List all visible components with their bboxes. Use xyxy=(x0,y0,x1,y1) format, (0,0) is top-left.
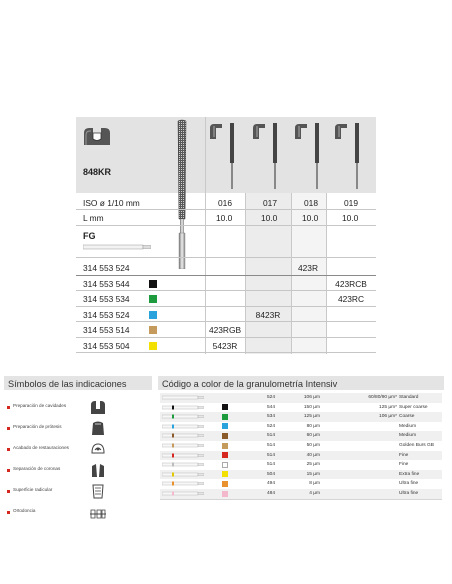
orthodontics-icon xyxy=(89,504,107,520)
grit-color-swatch xyxy=(222,452,228,458)
indication-label: Acabado de restauraciones xyxy=(13,445,69,450)
indication-label: Preparación de cavidades xyxy=(13,403,67,408)
grit-size: 60 µm xyxy=(306,433,320,439)
grit-bur-icon xyxy=(162,405,204,410)
grit-ref: 484 xyxy=(266,491,275,496)
indication-item xyxy=(7,464,152,482)
indication-item xyxy=(7,401,152,419)
grit-row xyxy=(160,393,442,403)
order-variant: 423RGB xyxy=(208,325,242,335)
length-016: 10.0 xyxy=(216,213,233,223)
grit-color-swatch xyxy=(149,295,157,303)
iso-label: ISO ø 1/10 mm xyxy=(83,198,140,208)
grit-alt-size: 106 µm* xyxy=(379,414,397,420)
grit-size: 15 µm xyxy=(306,471,320,477)
divider xyxy=(76,209,376,210)
grit-title: Código a color de la granulometría Intensiv xyxy=(162,379,338,389)
order-code: 314 553 524 xyxy=(83,263,130,273)
indication-marker xyxy=(7,469,10,472)
cavity-bur-icon xyxy=(331,119,371,191)
length-019: 10.0 xyxy=(342,213,359,223)
iso-017: 017 xyxy=(263,198,277,208)
grit-size: 4 µm xyxy=(309,491,320,496)
grit-name: Standard xyxy=(399,395,419,400)
order-variant: 423R xyxy=(297,263,319,273)
grit-row xyxy=(160,403,442,413)
grit-name: Super coarse xyxy=(399,404,428,410)
grit-ref: 494 xyxy=(266,481,275,487)
grit-bottom-line xyxy=(160,499,442,500)
iso-019: 019 xyxy=(344,198,358,208)
grit-ref: 514 xyxy=(266,443,275,448)
grit-color-swatch xyxy=(222,414,228,420)
grit-color-swatch xyxy=(149,326,157,334)
tooth-cross-section-icon xyxy=(82,125,112,147)
grit-ref: 534 xyxy=(266,414,275,420)
grit-bur-icon xyxy=(162,481,204,486)
grit-name: Extra fine xyxy=(399,471,420,477)
grit-name: Ultra fine xyxy=(399,481,419,487)
grit-bur-icon xyxy=(162,472,204,477)
indication-item xyxy=(7,443,152,461)
grit-row xyxy=(160,441,442,451)
divider xyxy=(76,225,376,226)
col-divider xyxy=(245,193,246,354)
grit-color-swatch xyxy=(222,471,228,477)
row-divider xyxy=(76,352,376,353)
grit-color-swatch xyxy=(222,433,228,439)
product-name: 848KR xyxy=(83,167,112,177)
grit-ref: 504 xyxy=(266,471,275,477)
grit-row xyxy=(160,489,442,499)
grit-size: 8 µm xyxy=(309,481,320,487)
grit-color-swatch xyxy=(149,311,157,319)
grit-color-swatch xyxy=(222,462,228,468)
grit-ref: 514 xyxy=(266,462,275,468)
grit-bur-icon xyxy=(162,462,204,467)
length-label: L mm xyxy=(83,213,104,223)
crown-separation-icon xyxy=(89,462,107,478)
cavity-bur-icon xyxy=(249,119,289,191)
grit-color-swatch xyxy=(149,280,157,288)
order-code: 314 553 514 xyxy=(83,325,130,335)
grit-name: Medium xyxy=(399,433,417,439)
indication-label: Ortodoncia xyxy=(13,508,36,513)
fg-bur-icon xyxy=(83,244,151,250)
grit-size: 106 µm xyxy=(303,395,320,400)
order-variant: 5423R xyxy=(212,340,238,351)
grit-ref: 544 xyxy=(266,404,275,410)
grit-row xyxy=(160,460,442,470)
order-code: 314 553 524 xyxy=(83,309,130,320)
grit-row xyxy=(160,431,442,441)
grit-row xyxy=(160,479,442,489)
order-variant: 423RCB xyxy=(335,278,367,289)
shank-type: FG xyxy=(83,231,96,241)
grit-row xyxy=(160,451,442,461)
grit-name: Golden Burs GB xyxy=(399,443,434,448)
grit-color-swatch xyxy=(222,491,228,497)
grit-ref: 524 xyxy=(266,395,275,400)
indication-marker xyxy=(7,448,10,451)
grit-bur-icon xyxy=(162,395,204,400)
grit-name: Coarse xyxy=(399,414,415,420)
grit-color-swatch xyxy=(222,443,228,449)
indication-item xyxy=(7,422,152,440)
grit-bur-icon xyxy=(162,414,204,419)
indication-marker xyxy=(7,406,10,409)
order-code: 314 553 544 xyxy=(83,278,130,289)
cavity-bur-icon xyxy=(291,119,331,191)
grit-color-swatch xyxy=(222,423,228,429)
indication-label: Superficie radicular xyxy=(13,487,53,492)
grit-alt-size: 60/80/90 µm* xyxy=(368,395,397,400)
grit-bur-icon xyxy=(162,491,204,496)
grit-size: 25 µm xyxy=(306,462,320,468)
grit-color-swatch xyxy=(149,342,157,350)
order-code: 314 553 534 xyxy=(83,294,130,304)
cavity-bur-icon xyxy=(206,119,246,191)
iso-018: 018 xyxy=(304,198,318,208)
grit-bur-icon xyxy=(162,443,204,448)
grit-size: 40 µm xyxy=(306,452,320,458)
indication-item xyxy=(7,506,152,524)
grit-size: 150 µm xyxy=(303,404,320,410)
indication-marker xyxy=(7,511,10,514)
col-divider xyxy=(291,193,292,354)
grit-ref: 524 xyxy=(266,423,275,429)
restoration-finishing-icon xyxy=(89,441,107,457)
indications-title: Símbolos de las indicaciones xyxy=(8,379,127,389)
grit-size: 80 µm xyxy=(306,423,320,429)
iso-016: 016 xyxy=(218,198,232,208)
indication-item xyxy=(7,485,152,503)
grit-name: Medium xyxy=(399,423,417,429)
row-divider xyxy=(76,337,376,338)
row-divider xyxy=(76,290,376,291)
grit-name: Fine xyxy=(399,462,409,468)
grit-size: 50 µm xyxy=(306,443,320,448)
grit-name: Ultra fine xyxy=(399,491,419,496)
grit-bur-icon xyxy=(162,424,204,429)
grit-row xyxy=(160,470,442,480)
root-surface-icon xyxy=(89,483,107,499)
col-divider xyxy=(205,117,206,354)
order-variant: 8423R xyxy=(255,309,281,320)
indication-label: Separación de coronas xyxy=(13,466,61,471)
indication-marker xyxy=(7,427,10,430)
row-divider xyxy=(76,275,376,276)
bur-illustration xyxy=(175,119,189,269)
order-variant: 423RC xyxy=(337,294,365,304)
grit-size: 125 µm xyxy=(303,414,320,420)
length-017: 10.0 xyxy=(261,213,278,223)
grit-ref: 514 xyxy=(266,433,275,439)
row-divider xyxy=(76,306,376,307)
product-table xyxy=(76,117,376,354)
grit-name: Fine xyxy=(399,452,409,458)
grit-alt-size: 125 µm* xyxy=(379,404,397,410)
cavity-preparation-icon xyxy=(89,399,107,415)
indication-label: Preparación de prótesis xyxy=(13,424,62,429)
grit-bur-icon xyxy=(162,453,204,458)
divider xyxy=(76,257,376,258)
order-code: 314 553 504 xyxy=(83,340,130,351)
grit-ref: 514 xyxy=(266,452,275,458)
indication-marker xyxy=(7,490,10,493)
row-divider xyxy=(76,321,376,322)
grit-row xyxy=(160,412,442,422)
grit-color-swatch xyxy=(222,404,228,410)
grit-bur-icon xyxy=(162,433,204,438)
length-018: 10.0 xyxy=(302,213,319,223)
grit-row xyxy=(160,422,442,432)
grit-color-swatch xyxy=(222,481,228,487)
col-divider xyxy=(326,193,327,354)
prosthesis-preparation-icon xyxy=(89,420,107,436)
